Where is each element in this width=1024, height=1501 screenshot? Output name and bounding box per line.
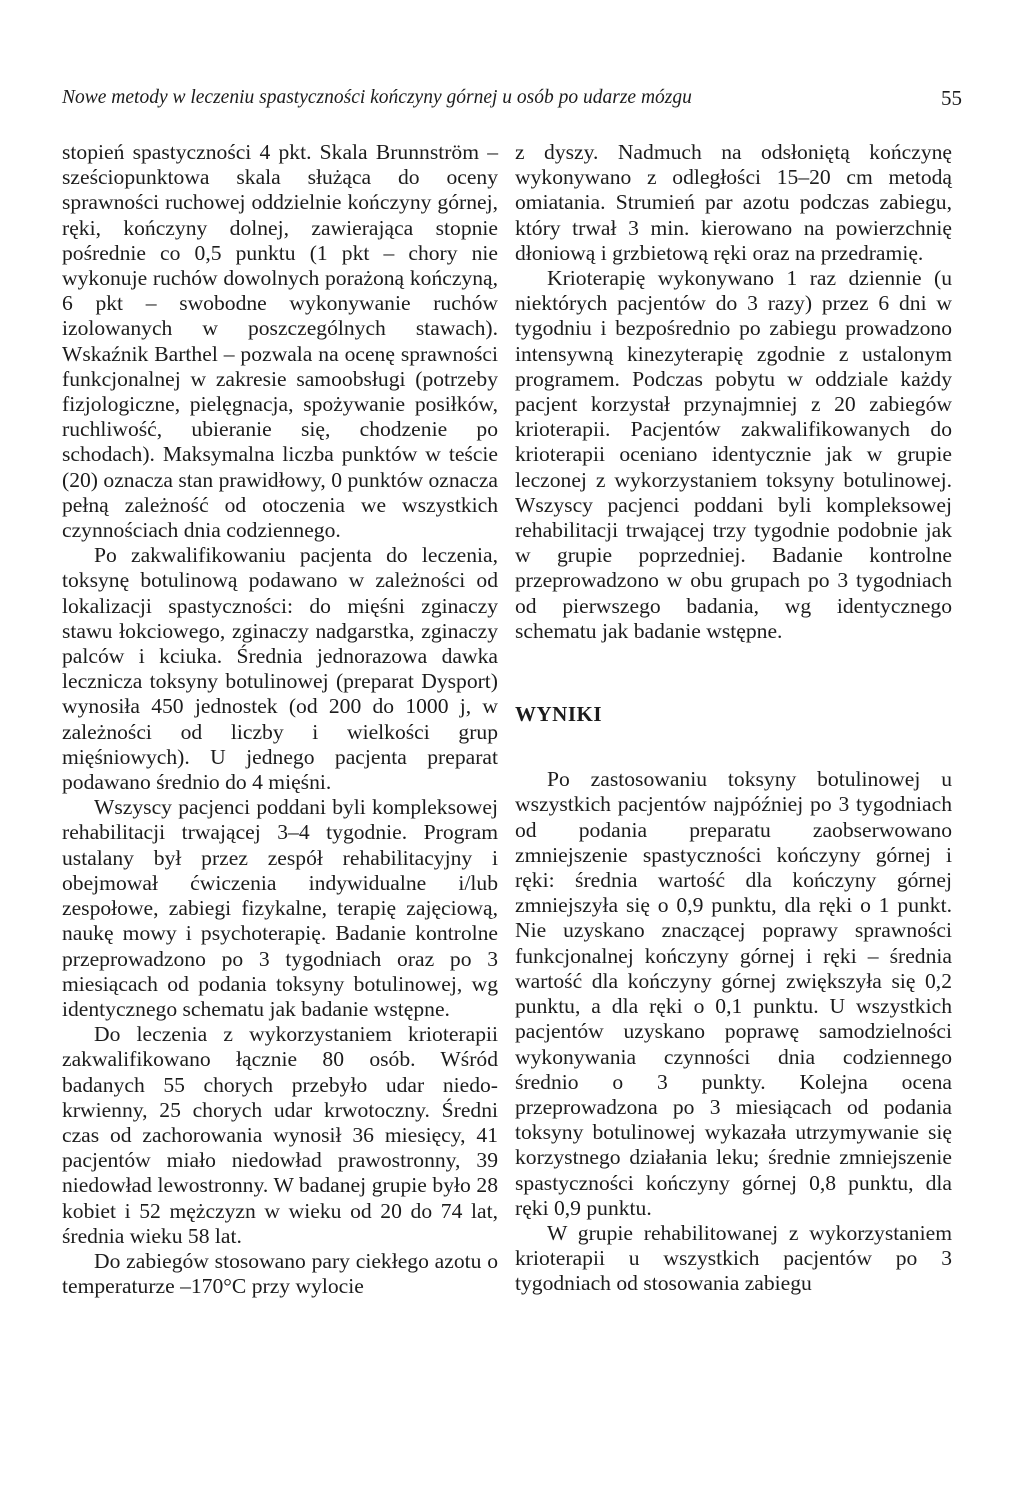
paragraph: Do leczenia z wykorzystaniem krioterapii zakwalifikowano łącznie 80 osób. Wśród badanych 55 chorych przebyło udar niedokrwienny, 25 chorych udar krwotoczny. Średni czas od zachorowania wynosił 36 miesięcy, 41 pacjentów miało niedowład prawostronny, 39 niedowład lewostronny. W badanej grupie było 28 kobiet i 52 mężczyzn w wieku od 20 do 74 lat, średnia wieku 58 lat. — [62, 1022, 498, 1248]
paragraph: Krioterapię wykonywano 1 raz dziennie (u niektórych pacjentów do 3 razy) przez 6 dni w tygodniu i bezpośrednio po zabiegu prowadzono intensywną kinezyterapię zgodnie z ustalonym programem. Podczas pobytu w oddziale każdy pacjent korzystał przynajmniej z 20 zabiegów krioterapii. Pacjentów zakwalifikowanych do krioterapii oceniano identycznie jak w grupie leczonej z wykorzystaniem toksyny botulinowej. Wszyscy pacjenci poddani byli kompleksowej rehabilitacji trwającej trzy tygodnie podobnie jak w grupie poprzedniej. Badanie kontrolne przeprowadzono w obu grupach po 3 tygodniach od pierwszego badania, wg identycznego schematu jak badanie wstępne. — [515, 266, 952, 643]
section-heading: WYNIKI — [515, 702, 603, 727]
paragraph: Wszyscy pacjenci poddani byli kompleksowej rehabilitacji trwającej 3–4 tygodnie. Program ustalany był przez zespół rehabilitacyjny i obejmował ćwiczenia indywidualne i/lub zespołowe, zabiegi fizykalne, terapię zajęciową, naukę mowy i psychoterapię. Badanie kontrolne przeprowadzono po 3 tygodniach oraz po 3 miesiącach od podania toksyny botulinowej, wg identycznego schematu jak badanie wstępne. — [62, 795, 498, 1021]
running-title: Nowe metody w leczeniu spastyczności kończyny górnej u osób po udarze mózgu — [62, 87, 692, 108]
paragraph: Do zabiegów stosowano pary ciekłego azotu o temperaturze –170°C przy wylocie — [62, 1248, 498, 1299]
right-column — [515, 140, 952, 1297]
running-header — [62, 82, 962, 114]
left-column — [62, 140, 498, 1299]
paragraph: z dyszy. Nadmuch na odsłoniętą kończynę wykonywano z odległości 15–20 cm metodą omiatania. Strumień par azotu podczas zabiegu, który trwał 3 min. kierowano na powierzchnię dłoniową i grzbietową ręki oraz na przedramię. — [515, 140, 952, 265]
page-number: 55 — [941, 86, 962, 110]
paragraph: stopień spastyczności 4 pkt. Skala Brunnström – sześciopunktowa skala służąca do oceny sprawności ruchowej oddzielnie kończyny górnej, ręki, kończyny dolnej, zawierająca stopnie pośrednie co 0,5 punktu (1 pkt – chory nie wykonuje ruchów dowolnych porażoną kończyną, 6 pkt – swobodne wykonywanie ruchów izolowanych w poszczególnych stawach). Wskaźnik Barthel – pozwala na ocenę sprawności funkcjonalnej w zakresie samoobsługi (potrzeby fizjologiczne, pielęgnacja, spożywanie posiłków, ruchliwość, ubieranie się, chodzenie po schodach). Maksymalna liczba punktów w teście (20) oznacza stan prawidłowy, 0 punktów oznacza pełną zależność od otoczenia we wszystkich czynnościach dnia codziennego. — [62, 140, 498, 543]
paragraph: Po zastosowaniu toksyny botulinowej u wszystkich pacjentów najpóźniej po 3 tygodniach od podania preparatu zaobserwowano zmniejszenie spastyczności kończyny górnej i ręki: średnia wartość dla kończyny górnej zmniejszyła się o 0,9 punktu, dla ręki o 1 punkt. Nie uzyskano znaczącej poprawy sprawności funkcjonalnej kończyny górnej i ręki – średnia wartość dla kończyny górnej zwiększyła się 0,2 punktu, a dla ręki o 0,1 punktu. U wszystkich pacjentów uzyskano poprawę samodzielności wykonywania czynności dnia codziennego średnio o 3 punkty. Kolejna ocena przeprowadzona po 3 miesiącach od podania toksyny botulinowej wykazała utrzymywanie się korzystnego działania leku; średnie zmniejszenie spastyczności kończyny górnej 0,8 punktu, dla ręki 0,9 punktu. — [515, 767, 952, 1220]
paragraph: W grupie rehabilitowanej z wykorzystaniem krioterapii u wszystkich pacjentów po 3 tygodniach od stosowania zabiegu — [515, 1220, 952, 1296]
paragraph: Po zakwalifikowaniu pacjenta do leczenia, toksynę botulinową podawano w zależności od lokalizacji spastyczności: do mięśni zginaczy stawu łokciowego, zginaczy nadgarstka, zginaczy palców i kciuka. Średnia jednorazowa dawka lecznicza toksyny botulinowej (preparat Dysport) wynosiła 450 jednostek (od 200 do 1000 j, w zależności od liczby i wielkości grup mięśniowych). U jednego pacjenta preparat podawano średnio do 4 mięśni. — [62, 543, 498, 795]
